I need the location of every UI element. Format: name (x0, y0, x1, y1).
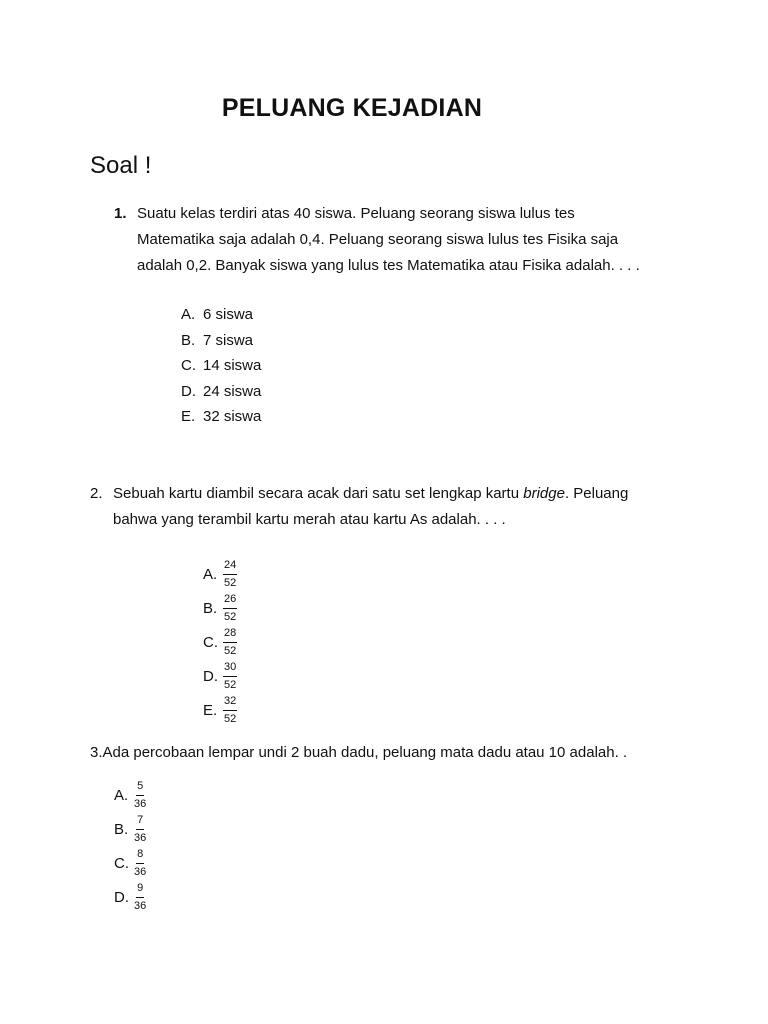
option-letter: B. (181, 331, 196, 349)
option-text: 14 siswa (203, 357, 262, 375)
q3-option-b (114, 812, 146, 846)
q2-line-1-a: Sebuah kartu diambil secara acak dari satu set lengkap kartu (113, 485, 524, 502)
q2-text (113, 481, 628, 533)
q1-options (181, 302, 261, 430)
option-letter: C. (181, 357, 196, 375)
option-letter: B. (114, 820, 129, 838)
q2-option-b (203, 591, 237, 625)
numerator: 26 (223, 593, 237, 609)
fraction (134, 814, 146, 845)
denominator: 52 (224, 712, 237, 725)
q2-option-e (203, 693, 237, 727)
option-text: 32 siswa (203, 408, 262, 426)
fraction (223, 593, 237, 624)
q1-option-d (181, 379, 261, 405)
option-letter: A. (203, 565, 218, 583)
fraction (134, 780, 146, 811)
numerator: 30 (223, 661, 237, 677)
q3-option-c (114, 846, 146, 880)
option-letter: D. (114, 888, 129, 906)
denominator: 36 (134, 899, 147, 912)
option-letter: E. (181, 408, 196, 426)
numerator: 7 (136, 814, 144, 830)
fraction (223, 559, 237, 590)
q3-text: 3.Ada percobaan lempar undi 2 buah dadu, peluang mata dadu atau 10 adalah. . (90, 744, 628, 761)
option-letter: D. (181, 382, 196, 400)
denominator: 36 (134, 797, 147, 810)
q2-line-2: bahwa yang terambil kartu merah atau kartu As adalah. . . . (113, 511, 506, 528)
option-text: 6 siswa (203, 306, 254, 323)
denominator: 52 (224, 678, 237, 691)
fraction (134, 848, 146, 879)
fraction (223, 695, 237, 726)
numerator: 32 (223, 695, 237, 711)
fraction (223, 661, 237, 692)
option-letter: D. (203, 667, 218, 685)
q1-line-1: Suatu kelas terdiri atas 40 siswa. Peluang seorang siswa lulus tes (137, 205, 575, 222)
q1-option-b (181, 328, 261, 354)
q3-option-d (114, 880, 146, 914)
numerator: 5 (136, 780, 144, 796)
q2-line-1 (113, 481, 628, 507)
denominator: 52 (224, 644, 237, 657)
q1-line-3: adalah 0,2. Banyak siswa yang lulus tes Matematika atau Fisika adalah. . . . (137, 257, 640, 274)
option-letter: C. (114, 854, 129, 872)
q2-option-c (203, 625, 237, 659)
fraction (223, 627, 237, 658)
option-text: 24 siswa (203, 382, 262, 400)
q2-option-d (203, 659, 237, 693)
q1-line-2: Matematika saja adalah 0,4. Peluang seorang siswa lulus tes Fisika saja (137, 231, 619, 248)
q2-italic-word: bridge (523, 485, 565, 502)
option-letter: A. (114, 786, 129, 804)
q1-option-e (181, 404, 261, 430)
numerator: 8 (136, 848, 144, 864)
section-heading: Soal ! (90, 152, 152, 179)
numerator: 28 (223, 627, 237, 643)
denominator: 52 (224, 610, 237, 623)
q1-option-a (181, 302, 261, 328)
option-letter: C. (203, 633, 218, 651)
q3-option-a (114, 778, 146, 812)
denominator: 36 (134, 831, 147, 844)
denominator: 52 (224, 576, 237, 589)
page-title: PELUANG KEJADIAN (221, 94, 483, 122)
denominator: 36 (134, 865, 147, 878)
numerator: 24 (223, 559, 237, 575)
q1-number: 1. (114, 205, 127, 222)
numerator: 9 (136, 882, 144, 898)
q1-text (137, 201, 640, 279)
q2-option-a (203, 557, 237, 591)
q2-line-1-b: . Peluang (564, 485, 629, 502)
q1-option-c (181, 353, 261, 379)
fraction (134, 882, 146, 913)
option-text: 7 siswa (203, 331, 254, 349)
option-letter: E. (203, 701, 218, 719)
option-letter: A. (181, 306, 196, 323)
option-letter: B. (203, 599, 218, 617)
q2-number: 2. (90, 485, 103, 502)
